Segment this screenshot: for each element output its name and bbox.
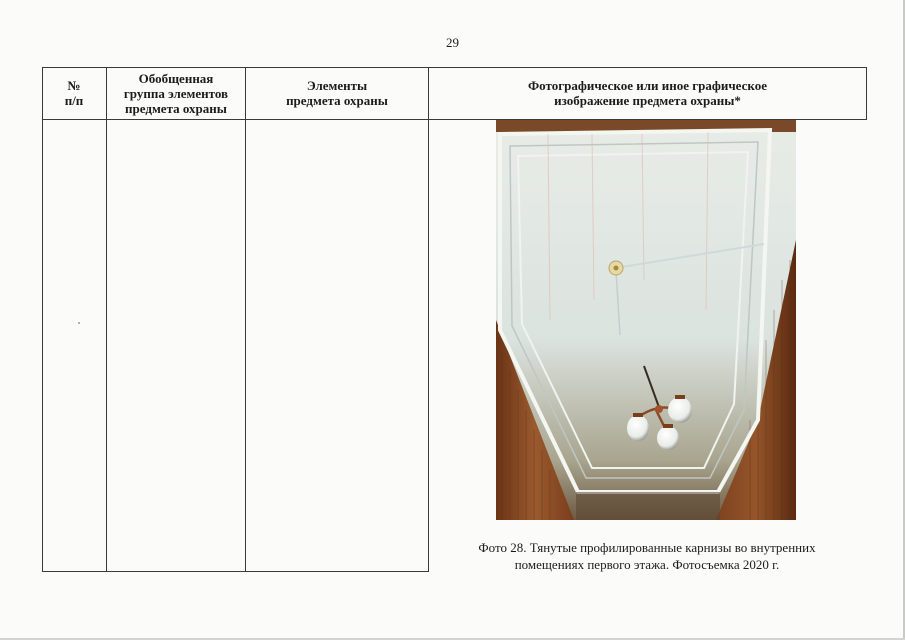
ceiling-photo [496,120,796,520]
protection-elements-table [42,67,867,572]
table-right-border [866,67,867,120]
header-element-group: Обобщенная группа элементов предмета охраны [123,70,229,116]
photo-caption: Фото 28. Тянутые профилированные карнизы во внутренних помещениях первого этажа. Фотосъемка 2020 г. [478,540,816,572]
table-left-border [42,67,43,572]
col-divider-1 [106,67,107,572]
table-bottom-border [42,571,428,572]
col-divider-3 [428,67,429,572]
header-number: № п/п [64,78,84,108]
header-elements: Элементы предмета охраны [286,78,388,108]
page-number: 29 [446,35,459,50]
header-image: Фотографическое или иное графическое изображение предмета охраны* [528,78,767,108]
col-divider-2 [245,67,246,572]
scan-speck [78,322,80,324]
